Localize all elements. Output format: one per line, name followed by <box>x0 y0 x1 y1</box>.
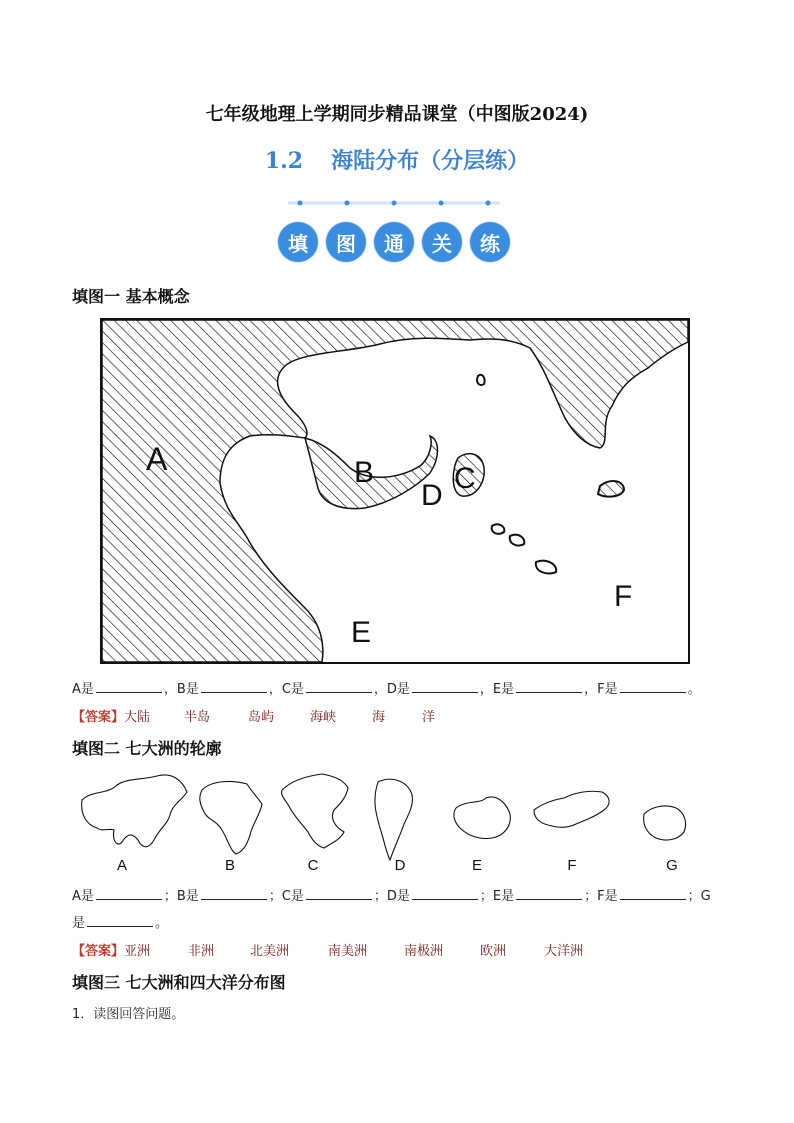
continent-outline-north-america <box>282 774 348 848</box>
badge-tu: 图 <box>326 222 366 262</box>
map-label-c: C <box>454 462 476 495</box>
blank-c[interactable] <box>306 680 372 693</box>
map-label-b: B <box>354 456 375 489</box>
blank-e[interactable] <box>516 680 582 693</box>
continent-outline-south-america <box>375 779 413 860</box>
continent-label-a: A <box>116 857 128 874</box>
continent-outline-antarctica <box>454 797 510 839</box>
basic-concept-map <box>100 318 690 664</box>
continent-outline-europe <box>534 791 609 827</box>
blank-2d[interactable] <box>412 887 478 900</box>
continent-outline-oceania <box>644 806 686 840</box>
blank-2a[interactable] <box>96 887 162 900</box>
continent-label-f: F <box>567 857 577 874</box>
continent-label-c: C <box>307 857 319 874</box>
continents-outline-row <box>72 770 722 880</box>
blank-b[interactable] <box>201 680 267 693</box>
blank-2f[interactable] <box>620 887 686 900</box>
decorative-dots-line <box>288 198 500 208</box>
section1-question: A是 ，B是 ，C是 ，D是 ，E是 ，F是 。 <box>72 682 701 697</box>
badge-lian: 练 <box>470 222 510 262</box>
blank-2b[interactable] <box>201 887 267 900</box>
map-label-f: F <box>614 580 633 613</box>
lesson-number: 1.2 <box>264 148 304 174</box>
blank-a[interactable] <box>96 680 162 693</box>
section3-item1: 1．读图回答问题。 <box>72 1007 185 1022</box>
continent-label-e: E <box>471 857 483 874</box>
map-label-a: A <box>146 441 168 477</box>
map-label-d: D <box>421 479 443 512</box>
section2-heading: 填图二 七大洲的轮廓 <box>72 739 222 758</box>
continent-outline-africa <box>200 782 262 854</box>
lesson-title <box>0 144 794 175</box>
map-label-e: E <box>351 616 372 649</box>
section1-answer: 【答案】大陆 半岛 岛屿 海峡 海 洋 <box>72 710 436 725</box>
section2-question-line2: 是 。 <box>72 916 169 931</box>
lesson-name: 海陆分布（分层练） <box>331 149 530 174</box>
blank-2e[interactable] <box>516 887 582 900</box>
continent-outline-asia <box>82 775 187 847</box>
badge-tong: 通 <box>374 222 414 262</box>
blank-2c[interactable] <box>306 887 372 900</box>
continent-label-d: D <box>394 857 406 874</box>
blank-f[interactable] <box>620 680 686 693</box>
badge-guan: 关 <box>422 222 462 262</box>
section3-heading: 填图三 七大洲和四大洋分布图 <box>72 973 286 992</box>
blank-d[interactable] <box>412 680 478 693</box>
section2-question-line1: A是 ；B是 ；C是 ；D是 ；E是 ；F是 ；G <box>72 889 711 904</box>
badge-row <box>278 222 518 262</box>
badge-tian: 填 <box>278 222 318 262</box>
section1-heading: 填图一 基本概念 <box>72 287 190 306</box>
continent-label-b: B <box>224 857 236 874</box>
blank-2g[interactable] <box>87 914 153 927</box>
document-title: 七年级地理上学期同步精品课堂（中图版2024) <box>205 104 589 125</box>
continent-label-g: G <box>666 857 678 874</box>
section2-answer: 【答案】亚洲 非洲 北美洲 南美洲 南极洲 欧洲 大洋洲 <box>72 944 584 959</box>
